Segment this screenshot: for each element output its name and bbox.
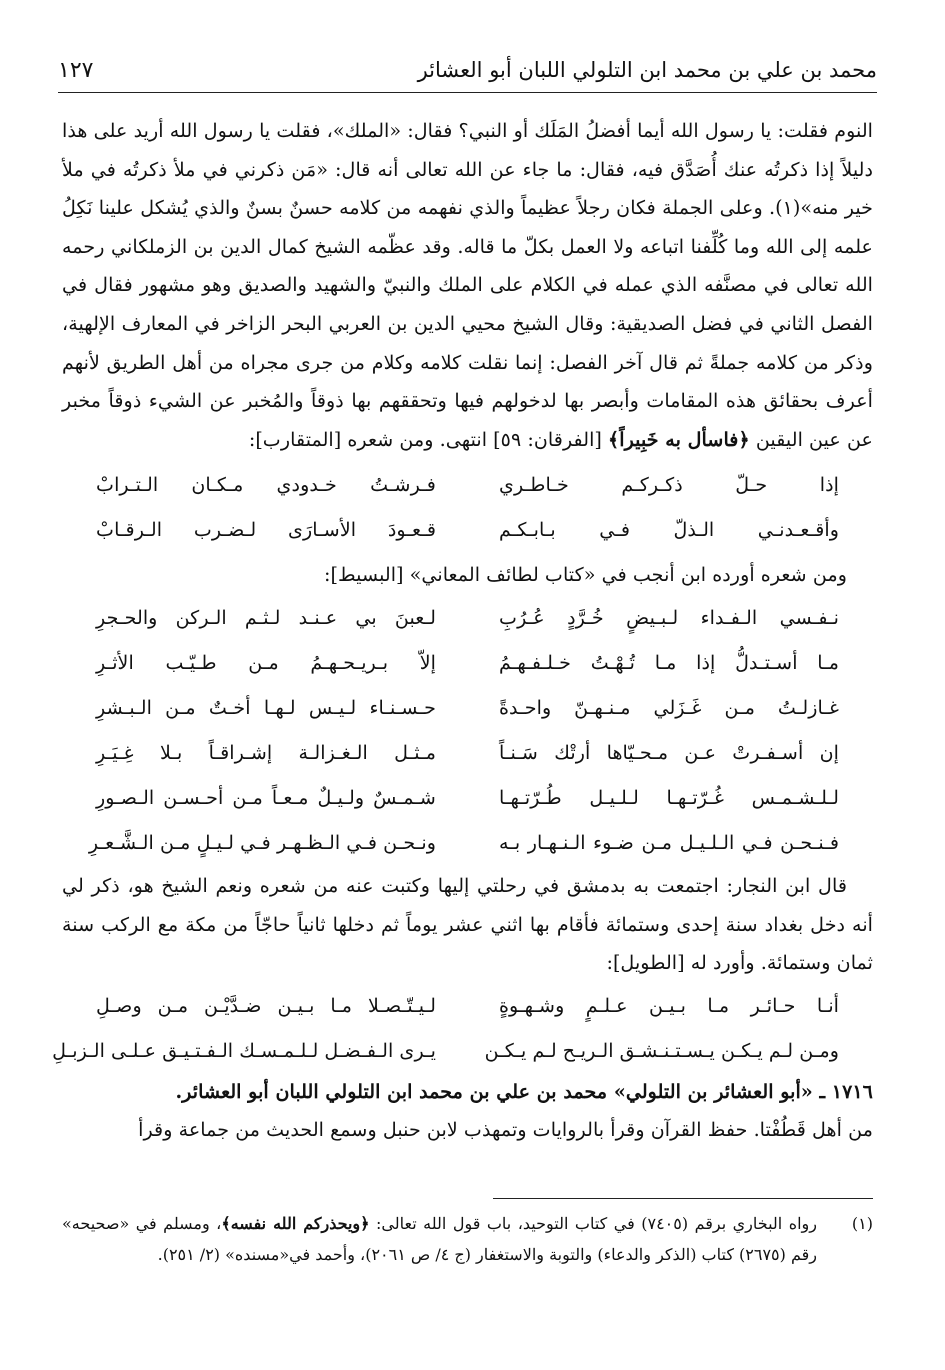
entry-heading: ١٧١٦ ـ «أبو العشائر بن التلولي» محمد بن علي بن محمد ابن التلولي اللبان أبو العشائر. <box>175 1079 873 1103</box>
quran-quote: ﴿فاسأل به خَبِيراً﴾ <box>608 427 750 451</box>
verse-line: مـا أسـتـدلُّ إذا مـا تُـهْـتُ خـلـفـهـمُ إلاّ بـريـحـهـمُ مـن طـيّـب الأثـرِ <box>96 650 839 674</box>
page-header <box>58 52 877 93</box>
footnote-text: رواه البخاري برقم (٧٤٠٥) في كتاب التوحيد، باب قول الله تعالى: ﴿ويحذركم الله نفسه﴾، ومسلم في «صحيحه» رقم (٢٦٧٥) كتاب (الذكر والدعاء) والتوبة والاستغفار (ج ٤/ ص ٢٠٦١)، وأحمد في«مسنده» (٢/ ٢٥١). <box>62 1214 817 1264</box>
verse-line: أنـا حـائـر مـا بـيـن عـلـمٍ وشـهـوةٍ لـيـتّـصـلا مـا بـيـن ضـدَّيْـن مـن وصـلِ <box>96 993 839 1017</box>
verse-line: وأقـعـدنـي الـذلّ فـي بـابـكـم قـعـودَ الأسـارَى لـضـرب الـرقـابْ <box>96 518 839 542</box>
footnote <box>62 1208 873 1270</box>
footnote-marker: (١) <box>851 1214 873 1233</box>
paragraph: قال ابن النجار: اجتمعت به بدمشق في رحلتي إليها وكتبت عنه من شعره ونعم الشيخ هو، ذكر لي أنه دخل بغداد سنة إحدى وستمائة فأقام بها اثني عشر يوماً ثم دخلها ثانياً حاجّاً من مكة مع الركب سنة ثمان وستمائة. وأورد له [الطويل]: <box>62 873 873 975</box>
poem-intro: ومن شعره أورده ابن أنجب في «كتاب لطائف المعاني» [البسيط]: <box>324 563 847 587</box>
verse-line: ومـن لـم يـكـن يـسـتـنـشـق الـريـح لـم يـكـن يـرى الـفـضـل لـلـمـسـك الـفـتـيـق عـلـى الـزبـلِ <box>52 1038 839 1062</box>
running-title: محمد بن علي بن محمد ابن التلولي اللبان أبو العشائر <box>417 58 877 82</box>
verse-line: غـازلـتُ مـن غَـزَلي مـنـهـنّ واحـدةً حـسـنـاء لـيـس لـهـا أخـتٌ مـن الـبـشرِ <box>96 695 839 719</box>
verse-line: فـنـحـن فـي الـلـيـل مـن ضـوء الـنـهـار بـه ونـحـن فـي الـظـهـر فـي لـيـلٍ مـن الـشَّـعـرِ <box>88 830 839 854</box>
footnote-quote: ﴿ويحذركم الله نفسه﴾ <box>221 1214 370 1233</box>
poem-2 <box>62 595 873 865</box>
verse-line: إن أسـفـرتْ عـن مـحـيّاها أرتْك سَـنـاً مـثـل الـغـزالـة إشـراقـاً بـلا غِـيَـرِ <box>96 740 839 764</box>
poem-3 <box>52 983 873 1073</box>
footnote-divider <box>493 1198 873 1199</box>
entry-text: من أهل قَطُفْتا. حفظ القرآن وقرأ بالروايات وتمهذب لابن حنبل وسمع الحديث من جماعة وقرأ <box>138 1118 873 1142</box>
verse-line: لـلـشـمـس غُـرّتـهـا لـلـيـل طُـرّتـهـا شـمـسٌ ولـيـلٌ مـعـاً مـن أحـسـن الـصـورِ <box>96 785 839 809</box>
poem-1 <box>62 462 873 552</box>
paragraph: النوم فقلت: يا رسول الله أيما أفضلُ المَلَك أو النبي؟ فقال: «الملك»، فقلت يا رسول الله أريد على هذا دليلاً إذا ذكرتُه عنك أُصَدَّق فيه، فقال: ما جاء عن الله تعالى أنه قال: «مَن ذكرني في ملأ ذكرتُه في ملأ خير منه»(١). وعلى الجملة فكان رجلاً عظيماً والذي نفهمه من كلامه حسنٌ بسنٌ والذي يُشكل علينا نَكِلُ علمه إلى الله وما كُلِّفنا اتباعه ولا العمل بكلّ ما قاله. وقد عظّمه الشيخ كمال الدين بن الزملكاني رحمه الله تعالى في مصنَّفه الذي عمله في الكلام على الملك والنبيّ والشهيد والصديق وهو مشهور فقال في الفصل الثاني في فضل الصديقية: وقال الشيخ محيي الدين بن العربي البحر الزاخر في المعارف الإلهية، وذكر من كلامه جملةً ثم قال آخر الفصل: إنما نقلت كلامه وكلام من جرى مجراه من أهل الطريق لأنهم أعرف بحقائق هذه المقامات وأبصر بها لدخولهم فيها وتحققهم بها ذوقاً والمُخبر عن الشيء ذوقاً مخبر عن عين اليقين ﴿فاسأل به خَبِيراً﴾ [الفرقان: ٥٩] انتهى. ومن شعره [المتقارب]: <box>62 119 874 451</box>
verse-line: نـفـسي الـفـداء لـبـيضٍ خُـرَّدٍ عُـرُبِ لـعبنَ بي عـنـد لـثـم الـركن والحـجرِ <box>96 605 839 629</box>
main-text <box>52 112 874 1150</box>
page-number: ١٢٧ <box>58 58 94 83</box>
verse-line: إذا حـلّ ذكـركـم خـاطـري فـرشـتُ خـدودي مـكـان الـتـرابْ <box>96 473 839 497</box>
